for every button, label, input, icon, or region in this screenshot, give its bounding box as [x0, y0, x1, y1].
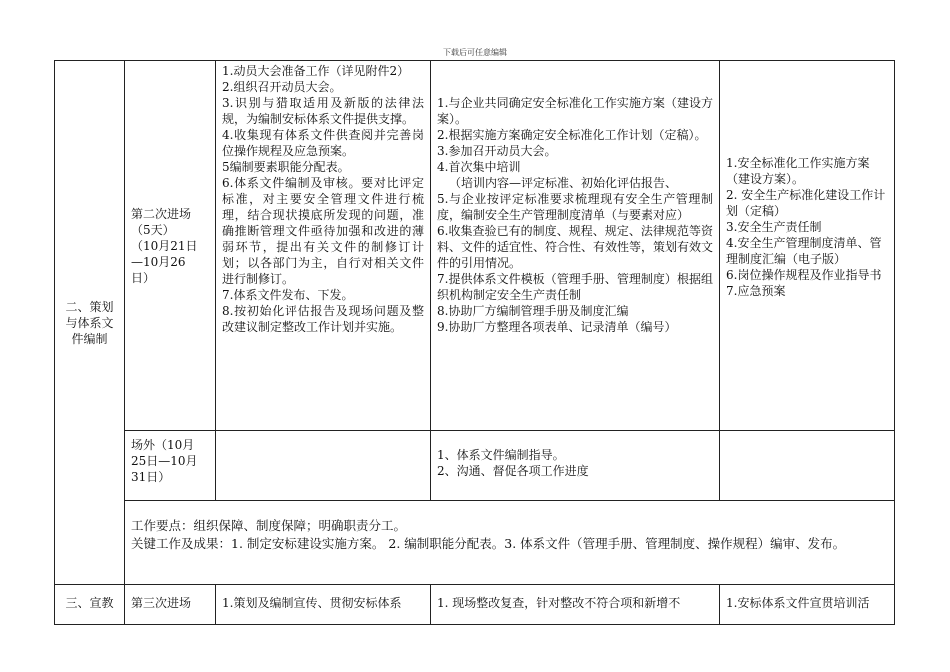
- list-item: 7.提供体系文件模板（管理手册、管理制度）根据组织机构制定安全生产责任制: [437, 272, 713, 302]
- plan-table: [54, 60, 895, 625]
- summary-key-points: 工作要点：组织保障、制度保障；明确职责分工。: [131, 518, 407, 533]
- visit-cell: [125, 585, 216, 625]
- visit-cell: [125, 431, 216, 501]
- list-item: 1.策划及编制宣传、贯彻安标体系: [222, 596, 402, 610]
- stage-cell-section3: [55, 585, 125, 625]
- summary-key-outputs: 关键工作及成果：1. 制定安标建设实施方案。 2. 编制职能分配表。3. 体系文件（管理手册、管理制度、操作规程）编审、发布。: [131, 536, 846, 551]
- deliverables-cell: [720, 431, 895, 501]
- visit-label-line: （10月21日: [131, 238, 198, 253]
- consultant-work-cell: [431, 585, 720, 625]
- deliverables-cell: [720, 61, 895, 431]
- list-item: 4.收集现有体系文件供查阅并完善岗位操作规程及应急预案。: [222, 128, 424, 158]
- visit-label-line: 第二次进场: [131, 206, 192, 221]
- deliverables-cell: [720, 585, 895, 625]
- list-item: 8.协助厂方编制管理手册及制度汇编: [437, 304, 629, 318]
- table-row: [55, 61, 895, 431]
- visit-label-line: —10月26: [131, 254, 186, 269]
- list-item: 3.安全生产责任制: [726, 220, 822, 234]
- list-item: 6.岗位操作规程及作业指导书: [726, 268, 882, 282]
- list-item: 2. 安全生产标准化建设工作计划（定稿）: [726, 188, 886, 218]
- table-row: [55, 585, 895, 625]
- visit-label-line: 日）: [131, 270, 156, 285]
- table-row: [55, 431, 895, 501]
- list-item: 9.协助厂方整理各项表单、记录清单（编号）: [437, 320, 677, 334]
- list-item: 7.体系文件发布、下发。: [222, 288, 354, 302]
- list-item: 7.应急预案: [726, 284, 786, 298]
- list-item: 5.与企业按评定标准要求梳理现有安全生产管理制度，编制安全生产管理制度清单（与要素对应）: [437, 192, 713, 222]
- list-item: 6.收集查验已有的制度、规程、规定、法律规范等资料、文件的适宜性、符合性、有效性等，策划有效文件的引用情况。: [437, 224, 714, 270]
- list-item: 1、体系文件编制指导。: [437, 448, 565, 462]
- list-item: 2.组织召开动员大会。: [222, 80, 342, 94]
- stage-cell-section2: [55, 61, 125, 585]
- visit-label-line: 第三次进场: [131, 596, 192, 610]
- list-item: 1.安标体系文件宣贯培训活: [726, 596, 870, 610]
- table-row: [55, 501, 895, 585]
- list-item: 5编制要素职能分配表。: [222, 160, 350, 174]
- visit-label-line: 31日）: [131, 470, 171, 484]
- visit-cell: [125, 61, 216, 431]
- visit-label-line: 25日—10月: [131, 454, 198, 468]
- list-item: （培训内容—评定标准、初始化评估报告、: [449, 176, 678, 190]
- consultant-work-cell: [431, 431, 720, 501]
- summary-cell: [125, 501, 895, 585]
- consultant-work-cell: [431, 61, 720, 431]
- list-item: 1.与企业共同确定安全标准化工作实施方案（建设方案）。: [437, 96, 713, 126]
- list-item: 2、沟通、督促各项工作进度: [437, 464, 589, 478]
- company-work-cell: [216, 431, 431, 501]
- list-item: 1.动员大会准备工作（详见附件2）: [222, 64, 410, 78]
- list-item: 4.安全生产管理制度清单、管理制度汇编（电子版）: [726, 236, 882, 266]
- visit-label-line: （5天）: [131, 222, 175, 237]
- company-work-cell: [216, 585, 431, 625]
- list-item: 3.识别与猎取适用及新版的法律法规，为编制安标体系文件提供支撑。: [222, 96, 424, 126]
- stage-label: 三、宣教: [65, 596, 114, 610]
- list-item: 2.根据实施方案确定安全标准化工作计划（定稿）。: [437, 128, 707, 142]
- list-item: 3.参加召开动员大会。: [437, 144, 557, 158]
- list-item: 1.安全标准化工作实施方案（建设方案）。: [726, 156, 870, 186]
- visit-label-line: 场外（10月: [131, 438, 195, 452]
- watermark-text: 下载后可任意编辑: [443, 48, 507, 57]
- company-work-cell: [216, 61, 431, 431]
- list-item: 4.首次集中培训: [437, 160, 521, 174]
- stage-label: 二、策划与体系文件编制: [65, 299, 114, 346]
- list-item: 6.体系文件编制及审核。要对比评定标准，对主要安全管理文件进行梳理，结合现状摸底所发现的问题，准确推断管理文件亟待加强和改进的薄弱环节，提出有关文件的制修订计划；以各部门为主，自行对相关文件进行制修订。: [222, 176, 424, 286]
- list-item: 1. 现场整改复查，针对整改不符合项和新增不: [437, 596, 681, 610]
- list-item: 8.按初始化评估报告及现场问题及整改建议制定整改工作计划并实施。: [222, 304, 424, 334]
